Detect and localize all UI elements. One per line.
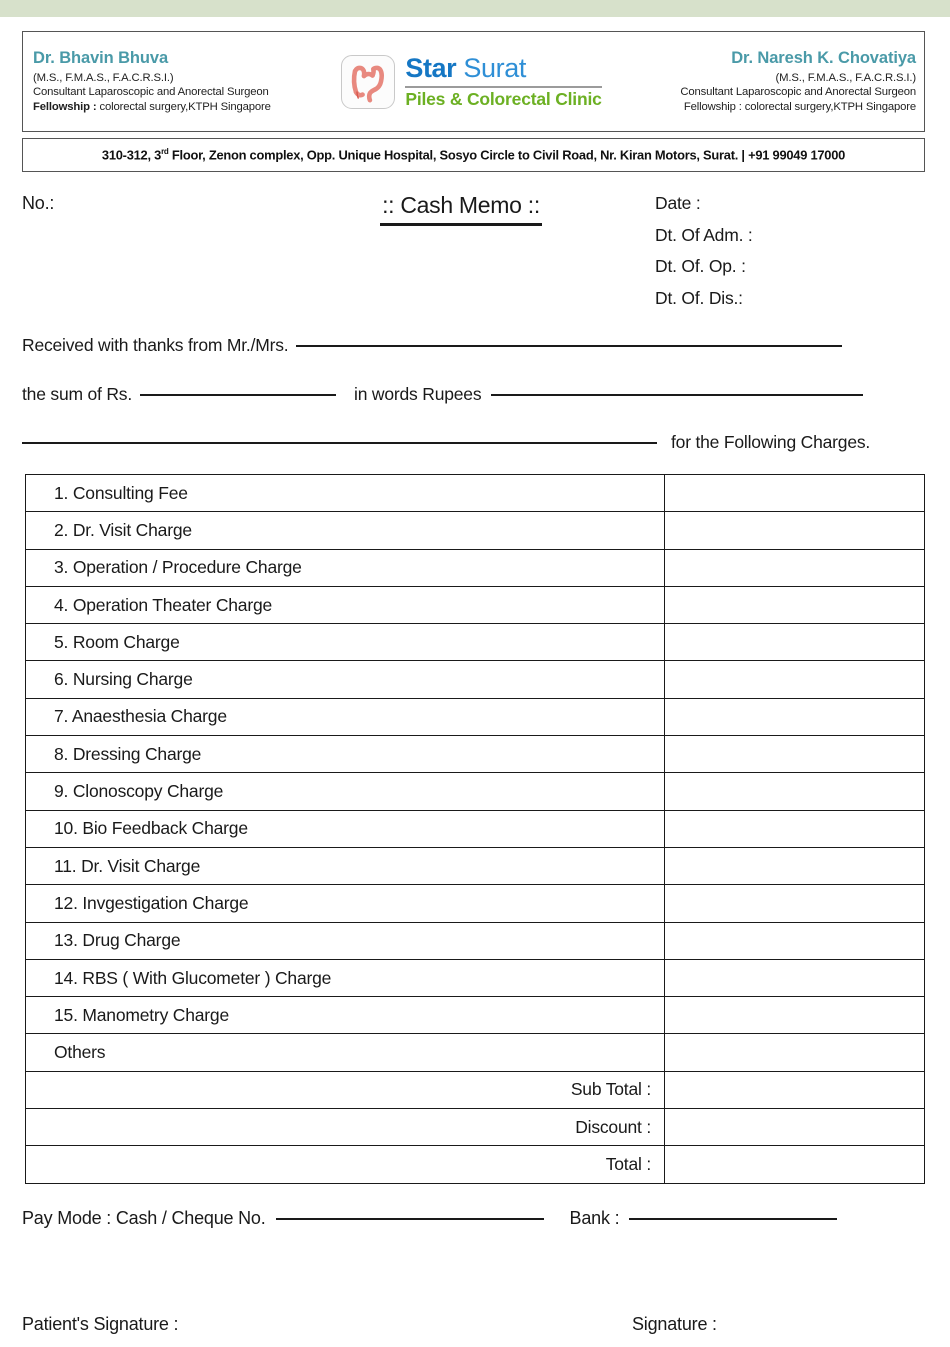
charge-amount-cell[interactable] xyxy=(665,997,925,1034)
subtotal-row xyxy=(26,1071,925,1108)
doctor-right-qualifications: (M.S., F.M.A.S., F.A.C.R.S.I.) xyxy=(775,71,916,84)
charge-amount-cell[interactable] xyxy=(665,698,925,735)
discount-label: Discount : xyxy=(26,1109,665,1146)
date-of-admission-label: Dt. Of Adm. : xyxy=(655,224,753,245)
table-row xyxy=(26,475,925,512)
total-row xyxy=(26,1146,925,1183)
doctor-right-name: Dr. Naresh K. Chovatiya xyxy=(731,48,916,67)
received-from-label: Received with thanks from Mr./Mrs. xyxy=(22,335,289,355)
table-row xyxy=(26,661,925,698)
logo-word-star: Star xyxy=(405,52,457,83)
charge-label-cell: 11. Dr. Visit Charge xyxy=(26,847,665,884)
charge-amount-cell[interactable] xyxy=(665,959,925,996)
clinic-logo-text xyxy=(405,52,602,109)
clinic-address-bar xyxy=(22,138,925,172)
doctor-left-name: Dr. Bhavin Bhuva xyxy=(33,48,169,67)
received-from-input-rule[interactable] xyxy=(296,345,842,347)
doctor-right-designation: Consultant Laparoscopic and Anorectal Surgeon xyxy=(680,86,916,99)
charge-label-cell: 15. Manometry Charge xyxy=(26,997,665,1034)
table-row xyxy=(26,810,925,847)
in-words-continuation-rule[interactable] xyxy=(22,442,657,444)
table-row xyxy=(26,1034,925,1071)
table-row xyxy=(26,773,925,810)
memo-title-group xyxy=(380,192,542,226)
charges-table-body xyxy=(26,475,925,1184)
charge-amount-cell[interactable] xyxy=(665,475,925,512)
memo-number-label: No.: xyxy=(22,193,55,213)
sum-amount-input-rule[interactable] xyxy=(140,394,336,396)
charge-amount-cell[interactable] xyxy=(665,773,925,810)
total-amount-cell[interactable] xyxy=(665,1146,925,1183)
logo-word-surat: Surat xyxy=(463,52,526,83)
clinic-header-box xyxy=(22,31,925,132)
charge-amount-cell[interactable] xyxy=(665,736,925,773)
charge-amount-cell[interactable] xyxy=(665,922,925,959)
sum-of-rs-label: the sum of Rs. xyxy=(22,384,133,404)
charge-label-cell: 4. Operation Theater Charge xyxy=(26,586,665,623)
doctor-left-fellowship-value: colorectal surgery,KTPH Singapore xyxy=(96,101,271,114)
page-title: :: Cash Memo :: xyxy=(382,192,540,218)
table-row xyxy=(26,997,925,1034)
charges-table xyxy=(25,474,925,1184)
clinic-logo xyxy=(341,52,602,109)
top-accent-strip xyxy=(0,0,950,17)
charge-amount-cell[interactable] xyxy=(665,1034,925,1071)
date-of-operation-label: Dt. Of. Op. : xyxy=(655,256,746,276)
charge-label-cell: 9. Clonoscopy Charge xyxy=(26,773,665,810)
charge-amount-cell[interactable] xyxy=(665,885,925,922)
charge-label-cell: 7. Anaesthesia Charge xyxy=(26,698,665,735)
doctor-left-fellowship-label: Fellowship : xyxy=(33,101,97,114)
colon-intestine-icon xyxy=(341,55,395,109)
in-words-input-rule[interactable] xyxy=(491,394,863,396)
charge-label-cell: 10. Bio Feedback Charge xyxy=(26,810,665,847)
in-words-label: in words Rupees xyxy=(354,384,482,404)
bank-label: Bank : xyxy=(569,1208,620,1228)
table-row xyxy=(26,885,925,922)
following-charges-row xyxy=(22,432,870,453)
logo-divider xyxy=(405,86,601,88)
doctor-right-fellowship: Fellowship : colorectal surgery,KTPH Singapore xyxy=(683,101,916,114)
table-row xyxy=(26,847,925,884)
charge-amount-cell[interactable] xyxy=(665,624,925,661)
date-label: Date : xyxy=(655,193,701,213)
logo-tagline: Piles & Colorectal Clinic xyxy=(405,88,602,109)
table-row xyxy=(26,736,925,773)
table-row xyxy=(26,549,925,586)
table-row xyxy=(26,512,925,549)
doctor-left-designation: Consultant Laparoscopic and Anorectal Surgeon xyxy=(33,86,269,99)
pay-mode-label: Pay Mode : Cash / Cheque No. xyxy=(22,1208,266,1228)
received-from-row xyxy=(22,335,842,356)
discount-amount-cell[interactable] xyxy=(665,1109,925,1146)
charge-amount-cell[interactable] xyxy=(665,586,925,623)
charge-label-cell: 8. Dressing Charge xyxy=(26,736,665,773)
charge-label-cell: 12. Invgestigation Charge xyxy=(26,885,665,922)
table-row xyxy=(26,624,925,661)
charge-label-cell: 5. Room Charge xyxy=(26,624,665,661)
charge-label-cell: 3. Operation / Procedure Charge xyxy=(26,549,665,586)
address-part-2: Floor, Zenon complex, Opp. Unique Hospital, Sosyo Circle to Civil Road, Nr. Kiran Motors, Surat. | +91 99049 17000 xyxy=(168,147,846,163)
doctor-left-qualifications: (M.S., F.M.A.S., F.A.C.R.S.I.) xyxy=(33,71,174,84)
clinic-address-text xyxy=(102,147,845,162)
charge-amount-cell[interactable] xyxy=(665,810,925,847)
charge-amount-cell[interactable] xyxy=(665,661,925,698)
charge-label-cell: 6. Nursing Charge xyxy=(26,661,665,698)
table-row xyxy=(26,959,925,996)
date-of-discharge-label: Dt. Of. Dis.: xyxy=(655,287,743,308)
table-row xyxy=(26,698,925,735)
charge-label-cell: 1. Consulting Fee xyxy=(26,475,665,512)
doctor-left-fellowship xyxy=(33,100,323,115)
charge-label-cell: 13. Drug Charge xyxy=(26,922,665,959)
charge-amount-cell[interactable] xyxy=(665,847,925,884)
clinic-signature-label: Signature : xyxy=(632,1314,717,1334)
patient-signature-label: Patient's Signature : xyxy=(22,1314,179,1334)
charge-label-cell: 14. RBS ( With Glucometer ) Charge xyxy=(26,959,665,996)
charge-amount-cell[interactable] xyxy=(665,549,925,586)
subtotal-label: Sub Total : xyxy=(26,1071,665,1108)
charge-label-cell: Others xyxy=(26,1034,665,1071)
total-label: Total : xyxy=(26,1146,665,1183)
table-row xyxy=(26,922,925,959)
doctor-left-block xyxy=(33,48,323,115)
memo-dates-group xyxy=(655,193,753,319)
subtotal-amount-cell[interactable] xyxy=(665,1071,925,1108)
doctor-right-block xyxy=(626,48,916,115)
cheque-number-input-rule[interactable] xyxy=(276,1218,544,1220)
sum-of-rs-row xyxy=(22,384,863,405)
signature-row xyxy=(22,1314,925,1335)
address-part-1: 310-312, 3 xyxy=(101,147,162,163)
following-charges-label: for the Following Charges. xyxy=(671,432,871,452)
memo-title-underline xyxy=(380,223,542,226)
table-row xyxy=(26,586,925,623)
bank-name-input-rule[interactable] xyxy=(629,1218,837,1220)
payment-mode-row xyxy=(22,1208,837,1229)
charge-label-cell: 2. Dr. Visit Charge xyxy=(26,512,665,549)
address-ordinal-suffix: rd xyxy=(161,147,169,157)
charge-amount-cell[interactable] xyxy=(665,512,925,549)
discount-row xyxy=(26,1109,925,1146)
